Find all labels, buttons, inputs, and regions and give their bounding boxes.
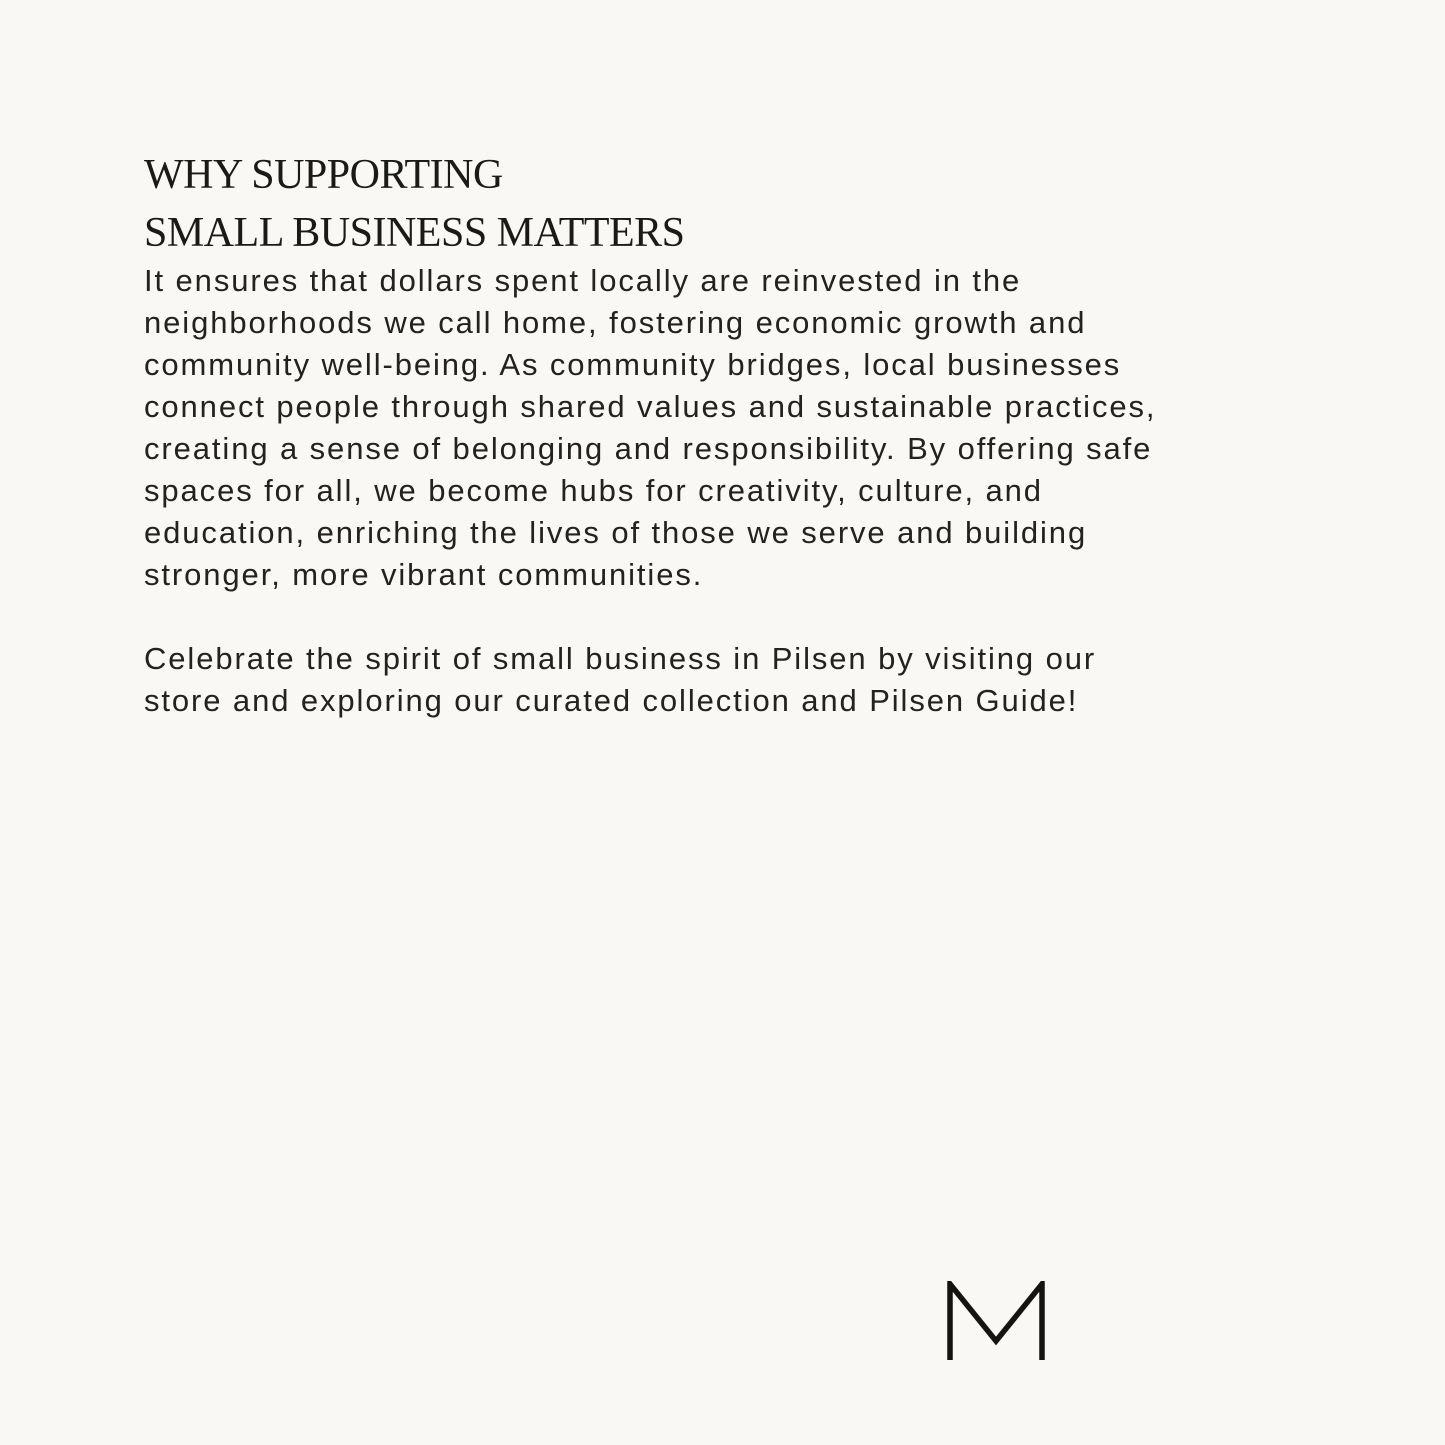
body-copy (144, 260, 1324, 722)
paragraph-line: store and exploring our curated collection and Pilsen Guide! (144, 683, 1079, 718)
paragraph-line: neighborhoods we call home, fostering economic growth and (144, 305, 1087, 340)
paragraph-line: education, enriching the lives of those we serve and building (144, 515, 1088, 550)
title-line-2: SMALL BUSINESS MATTERS (144, 210, 685, 256)
paragraph-1 (144, 260, 1324, 596)
paragraph-line: connect people through shared values and sustainable practices, (144, 389, 1157, 424)
paragraph-line: creating a sense of belonging and responsibility. By offering safe (144, 431, 1153, 466)
title-line-1: WHY SUPPORTING (144, 152, 503, 198)
paragraph-line: community well-being. As community bridges, local businesses (144, 347, 1122, 382)
page-title (144, 146, 685, 262)
m-monogram-logo-icon (946, 1281, 1046, 1361)
paragraph-line: Celebrate the spirit of small business in Pilsen by visiting our (144, 641, 1097, 676)
paragraph-line: It ensures that dollars spent locally are reinvested in the (144, 263, 1022, 298)
paragraph-line: spaces for all, we become hubs for creativity, culture, and (144, 473, 1043, 508)
paragraph-line: stronger, more vibrant communities. (144, 557, 704, 592)
paragraph-2 (144, 638, 1324, 722)
paragraph-spacer (144, 596, 1324, 638)
